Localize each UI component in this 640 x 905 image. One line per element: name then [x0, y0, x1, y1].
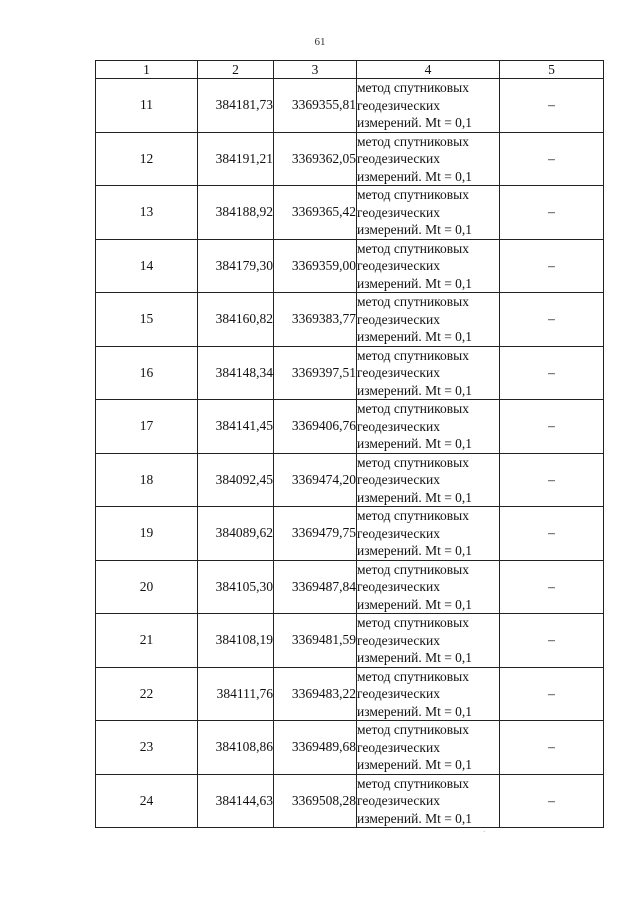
method-line: метод спутниковых: [357, 615, 469, 630]
x-coordinate-cell: 384179,30: [198, 239, 274, 293]
note-cell: –: [500, 293, 604, 347]
x-coordinate-cell: 384089,62: [198, 507, 274, 561]
note-cell: –: [500, 239, 604, 293]
column-header: 1: [96, 61, 198, 79]
method-line: измерений. Mt = 0,1: [357, 810, 473, 826]
table-row: [96, 79, 604, 133]
method-line: метод спутниковых: [357, 508, 469, 523]
method-line: метод спутниковых: [357, 294, 469, 309]
x-coordinate-cell: 384160,82: [198, 293, 274, 347]
method-line: геодезических: [357, 418, 440, 434]
x-coordinate-cell: 384141,45: [198, 400, 274, 454]
y-coordinate-cell: 3369483,22: [274, 667, 357, 721]
note-cell: –: [500, 79, 604, 133]
table-body: [96, 79, 604, 828]
method-line: измерений. Mt = 0,1: [357, 757, 473, 772]
method-cell: [357, 400, 500, 454]
method-line: метод спутниковых: [357, 668, 469, 684]
method-line: измерений. Mt = 0,1: [357, 329, 473, 344]
note-cell: –: [500, 721, 604, 775]
method-line: метод спутниковых: [357, 80, 469, 95]
method-line: геодезических: [357, 472, 440, 487]
y-coordinate-cell: 3369487,84: [274, 560, 357, 614]
y-coordinate-cell: 3369474,20: [274, 453, 357, 507]
x-coordinate-cell: 384148,34: [198, 346, 274, 400]
method-cell: [357, 79, 500, 133]
method-line: метод спутниковых: [357, 722, 469, 737]
coordinates-table: [95, 60, 604, 828]
x-coordinate-cell: 384111,76: [198, 667, 274, 721]
method-cell: [357, 453, 500, 507]
method-line: геодезических: [357, 365, 440, 380]
note-cell: –: [500, 507, 604, 561]
note-cell: –: [500, 667, 604, 721]
column-header: 2: [198, 61, 274, 79]
note-cell: –: [500, 400, 604, 454]
point-number-cell: 15: [96, 293, 198, 347]
method-line: геодезических: [357, 793, 440, 808]
x-coordinate-cell: 384108,19: [198, 614, 274, 668]
column-header: 5: [500, 61, 604, 79]
method-cell: [357, 667, 500, 721]
table-row: [96, 239, 604, 293]
method-line: геодезических: [357, 686, 440, 701]
note-cell: –: [500, 453, 604, 507]
method-line: измерений. Mt = 0,1: [357, 168, 473, 184]
method-line: метод спутниковых: [357, 187, 469, 202]
table-row: [96, 453, 604, 507]
note-cell: –: [500, 346, 604, 400]
y-coordinate-cell: 3369355,81: [274, 79, 357, 133]
x-coordinate-cell: 384092,45: [198, 453, 274, 507]
method-line: измерений. Mt = 0,1: [357, 275, 473, 291]
point-number-cell: 13: [96, 186, 198, 240]
note-cell: –: [500, 560, 604, 614]
x-coordinate-cell: 384181,73: [198, 79, 274, 133]
method-cell: [357, 507, 500, 561]
scan-mark: ·: [483, 828, 486, 836]
method-line: метод спутниковых: [357, 775, 469, 791]
method-cell: [357, 721, 500, 775]
table-row: [96, 293, 604, 347]
point-number-cell: 18: [96, 453, 198, 507]
y-coordinate-cell: 3369406,76: [274, 400, 357, 454]
y-coordinate-cell: 3369481,59: [274, 614, 357, 668]
method-line: метод спутниковых: [357, 240, 469, 256]
table-row: [96, 346, 604, 400]
method-cell: [357, 560, 500, 614]
table-row: [96, 132, 604, 186]
point-number-cell: 12: [96, 132, 198, 186]
y-coordinate-cell: 3369383,77: [274, 293, 357, 347]
table-row: [96, 400, 604, 454]
point-number-cell: 19: [96, 507, 198, 561]
method-line: метод спутниковых: [357, 401, 469, 416]
x-coordinate-cell: 384105,30: [198, 560, 274, 614]
method-line: измерений. Mt = 0,1: [357, 115, 473, 130]
y-coordinate-cell: 3369362,05: [274, 132, 357, 186]
table-row: [96, 186, 604, 240]
method-line: измерений. Mt = 0,1: [357, 382, 473, 398]
table-row: [96, 614, 604, 668]
x-coordinate-cell: 384108,86: [198, 721, 274, 775]
point-number-cell: 21: [96, 614, 198, 668]
y-coordinate-cell: 3369479,75: [274, 507, 357, 561]
page-number: 61: [314, 36, 326, 48]
y-coordinate-cell: 3369489,68: [274, 721, 357, 775]
y-coordinate-cell: 3369508,28: [274, 774, 357, 828]
method-line: измерений. Mt = 0,1: [357, 650, 473, 665]
method-line: геодезических: [357, 204, 440, 220]
method-line: геодезических: [357, 311, 440, 327]
point-number-cell: 20: [96, 560, 198, 614]
y-coordinate-cell: 3369397,51: [274, 346, 357, 400]
point-number-cell: 23: [96, 721, 198, 775]
method-line: геодезических: [357, 739, 440, 755]
point-number-cell: 11: [96, 79, 198, 133]
method-line: измерений. Mt = 0,1: [357, 543, 473, 558]
method-line: измерений. Mt = 0,1: [357, 489, 473, 505]
column-header: 3: [274, 61, 357, 79]
method-cell: [357, 293, 500, 347]
y-coordinate-cell: 3369359,00: [274, 239, 357, 293]
note-cell: –: [500, 614, 604, 668]
table-row: [96, 560, 604, 614]
method-cell: [357, 346, 500, 400]
method-line: измерений. Mt = 0,1: [357, 436, 473, 451]
table-row: [96, 667, 604, 721]
x-coordinate-cell: 384191,21: [198, 132, 274, 186]
table-row: [96, 721, 604, 775]
point-number-cell: 17: [96, 400, 198, 454]
point-number-cell: 14: [96, 239, 198, 293]
x-coordinate-cell: 384188,92: [198, 186, 274, 240]
method-cell: [357, 774, 500, 828]
point-number-cell: 16: [96, 346, 198, 400]
x-coordinate-cell: 384144,63: [198, 774, 274, 828]
method-line: геодезических: [357, 579, 440, 594]
point-number-cell: 24: [96, 774, 198, 828]
y-coordinate-cell: 3369365,42: [274, 186, 357, 240]
table-header-row: [96, 61, 604, 79]
method-line: метод спутниковых: [357, 347, 469, 363]
method-cell: [357, 132, 500, 186]
method-line: метод спутниковых: [357, 454, 469, 470]
method-line: геодезических: [357, 632, 440, 648]
method-line: метод спутниковых: [357, 561, 469, 577]
note-cell: –: [500, 132, 604, 186]
method-line: геодезических: [357, 258, 440, 273]
point-number-cell: 22: [96, 667, 198, 721]
column-header: 4: [357, 61, 500, 79]
method-cell: [357, 186, 500, 240]
method-line: геодезических: [357, 525, 440, 541]
method-cell: [357, 239, 500, 293]
method-line: измерений. Mt = 0,1: [357, 222, 473, 237]
table-row: [96, 507, 604, 561]
method-line: измерений. Mt = 0,1: [357, 703, 473, 719]
note-cell: –: [500, 774, 604, 828]
method-line: измерений. Mt = 0,1: [357, 596, 473, 612]
table-row: [96, 774, 604, 828]
method-line: геодезических: [357, 151, 440, 166]
note-cell: –: [500, 186, 604, 240]
method-cell: [357, 614, 500, 668]
method-line: метод спутниковых: [357, 133, 469, 149]
method-line: геодезических: [357, 97, 440, 113]
